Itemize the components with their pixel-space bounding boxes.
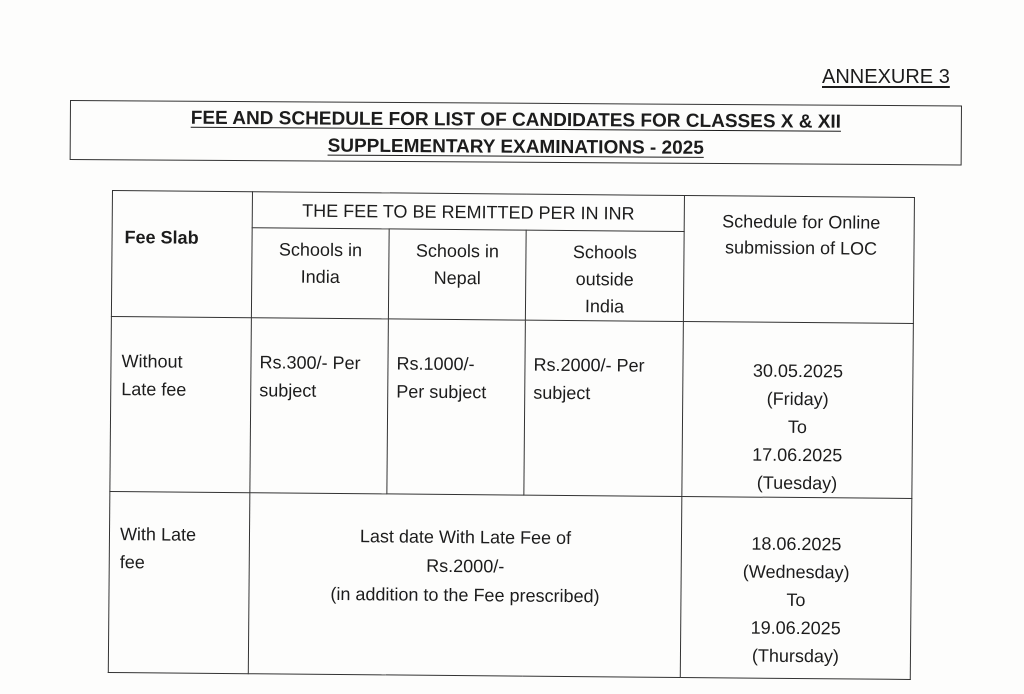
title-line-1: FEE AND SCHEDULE FOR LIST OF CANDIDATES FOR CLASSES X & XII [190,107,842,133]
table-row [110,316,914,498]
schedule-to: To [787,416,808,438]
table-row [108,491,912,679]
late-fee-cell [248,493,682,678]
slab-cell [108,491,250,673]
fee-outside: Rs.2000/- Per subject [533,354,645,404]
late-fee-line-3: (in addition to the Fee prescribed) [330,583,600,607]
schedule-to-date: 19.06.2025 [750,617,841,639]
header-schools-outside [525,230,684,321]
schedule-from-date: 18.06.2025 [751,533,842,555]
header-schedule: Schedule for Online submission of LOC [683,195,914,323]
late-fee-line-1: Last date With Late Fee of [359,526,572,549]
schedule-to-day: (Tuesday) [756,472,838,494]
schedule-cell [682,321,914,498]
header-schools-nepal [388,229,526,320]
slab-label: With Late fee [119,524,197,573]
title-line-2: SUPPLEMENTARY EXAMINATIONS - 2025 [327,135,704,159]
schedule-from-day: (Friday) [766,388,829,410]
header-row [112,191,914,234]
fee-outside-cell [524,320,684,496]
fee-india-cell [250,318,389,494]
header-schools-india [251,228,389,319]
header-schools-nepal-label: Schools in Nepal [415,240,500,289]
schedule-to: To [786,589,806,611]
fee-nepal-cell [387,319,526,495]
late-fee-line-2: Rs.2000/- [426,555,505,577]
header-schools-outside-label: Schools outside India [572,242,638,317]
document-title-box [70,100,962,165]
annexure-label: ANNEXURE 3 [822,66,950,88]
schedule-to-day: (Thursday) [751,645,840,667]
schedule-from-date: 30.05.2025 [752,360,844,382]
header-fee-slab: Fee Slab [111,191,252,318]
header-schools-india-label: Schools in India [278,239,363,287]
fee-schedule-table [108,190,914,680]
fee-nepal: Rs.1000/- Per subject [396,353,487,403]
schedule-from-day: (Wednesday) [742,561,850,583]
slab-label: Without Late fee [121,351,187,400]
slab-cell [110,316,252,492]
schedule-to-date: 17.06.2025 [752,444,843,466]
header-fee-group: THE FEE TO BE REMITTED PER IN INR [252,192,684,232]
schedule-cell [680,496,912,679]
fee-india: Rs.300/- Per subject [259,352,361,401]
